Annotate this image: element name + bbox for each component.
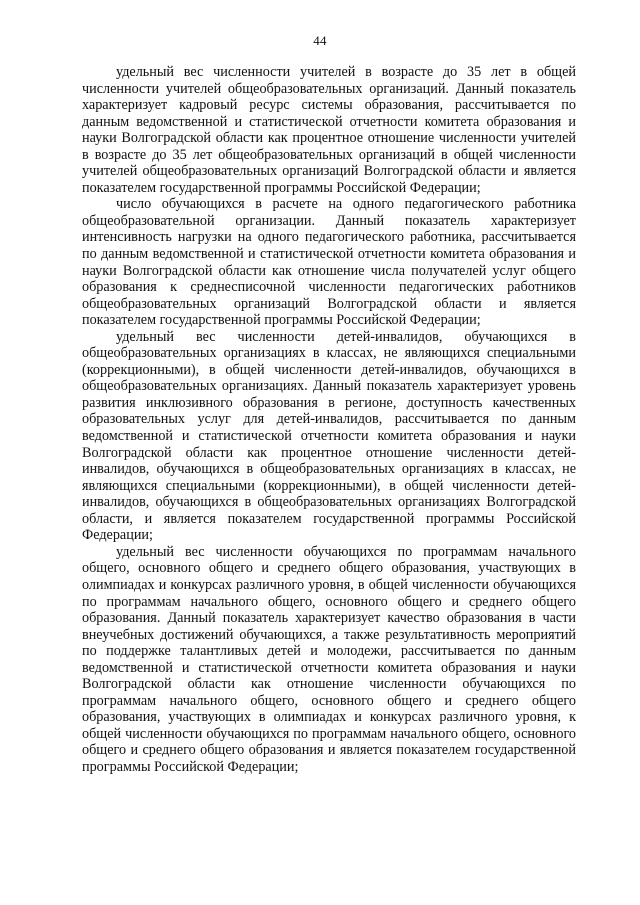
paragraph-disabled-children-inclusion: удельный вес численности детей-инвалидов, обучающихся в общеобразовательных организациях в классах, не являющихся специальными (коррекционными), в общей численности детей-инвалидов, обучающихся в общеобразовательных организациях. Данный показатель характеризует уровень развития инклюзивного образования в регионе, доступность качественных образовательных услуг для детей-инвалидов, рассчитывается по данным ведомственной и статистической отчетности комитета образования и науки Волгоградской области как процентное отношение численности детей-инвалидов, обучающихся в общеобразовательных организациях в классах, не являющихся специальными (коррекционными), в общей численности детей-инвалидов, обучающихся в общеобразовательных организациях Волгоградской области, и является показателем государственной программы Российской Федерации; <box>82 328 576 544</box>
paragraph-teachers-under-35: удельный вес численности учителей в возрасте до 35 лет в общей численности учителей общеобразовательных организаций. Данный показатель характеризует кадровый ресурс системы образования, рассчитывается по данным ведомственной и статистической отчетности комитета образования и науки Волгоградской области как процентное отношение численности учителей в возрасте до 35 лет общеобразовательных организаций в общей численности учителей общеобразовательных организаций Волгоградской области и является показателем государственной программы Российской Федерации; <box>82 64 576 196</box>
paragraph-olympiad-participation: удельный вес численности обучающихся по программам начального общего, основного общего и среднего общего образования, участвующих в олимпиадах и конкурсах различного уровня, в общей численности обучающихся по программам начального общего, основного общего и среднего общего образования. Данный показатель характеризует качество образования в части внеучебных достижений обучающихся, а также результативность мероприятий по поддержке талантливых детей и молодежи, рассчитывается по данным ведомственной и статистической отчетности комитета образования и науки Волгоградской области как отношение численности обучающихся по программам начального общего, основного общего и среднего общего образования, участвующих в олимпиадах и конкурсах различного уровня, к общей численности обучающихся по программам начального общего, основного общего и среднего общего образования и является показателем государственной программы Российской Федерации; <box>82 543 576 775</box>
document-body <box>82 64 576 776</box>
page-number: 44 <box>313 33 327 48</box>
paragraph-students-per-teacher: число обучающихся в расчете на одного педагогического работника общеобразовательной организации. Данный показатель характеризует интенсивность нагрузки на одного педагогического работника, рассчитывается по данным ведомственной и статистической отчетности комитета образования и науки Волгоградской области как отношение числа получателей услуг общего образования к среднесписочной численности педагогических работников общеобразовательных организаций Волгоградской области и является показателем государственной программы Российской Федерации; <box>82 196 576 329</box>
